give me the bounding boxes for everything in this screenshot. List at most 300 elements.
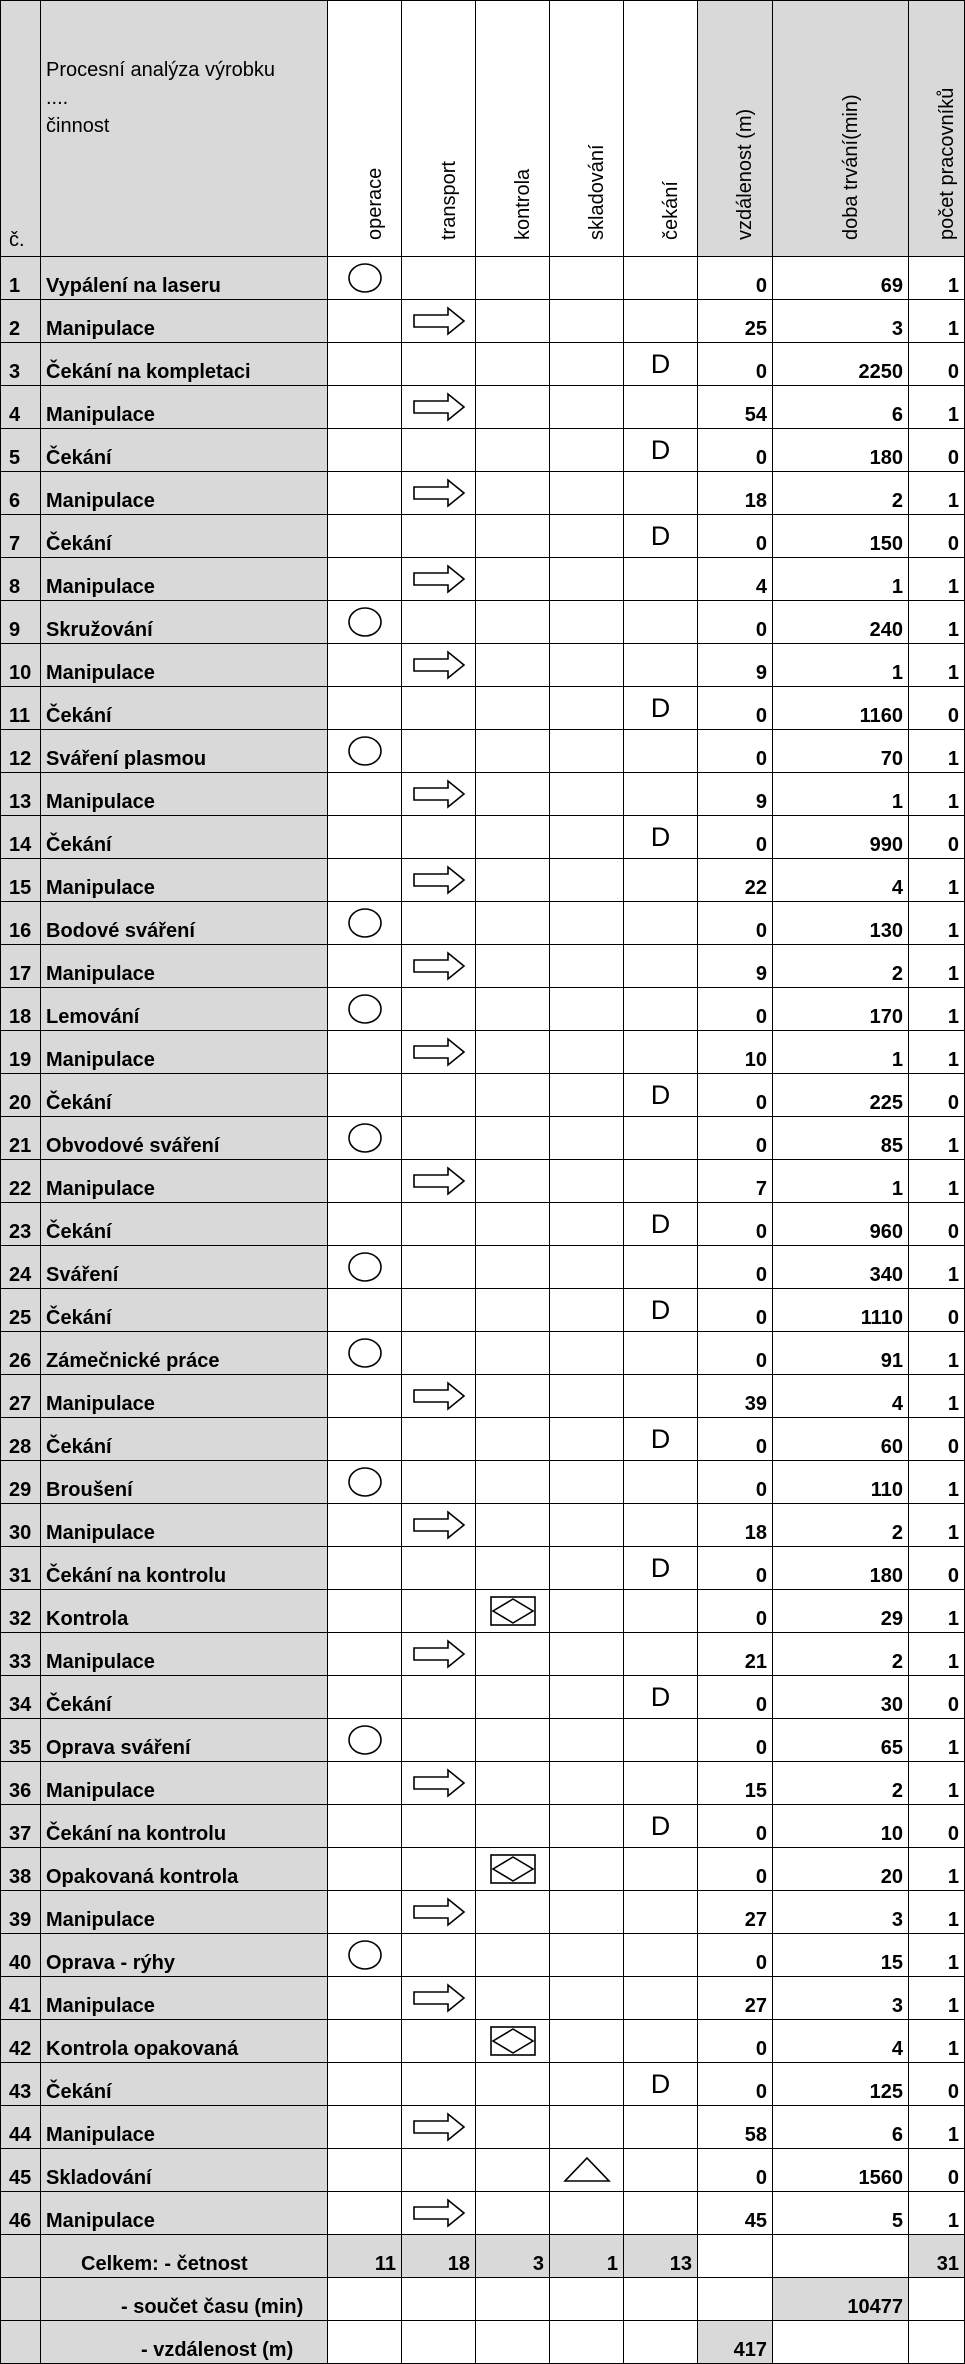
header-pocet-pracovniku: počet pracovníků: [909, 1, 965, 257]
row-distance: 18: [698, 1504, 773, 1547]
cell-skladovani: [550, 1848, 624, 1891]
row-duration: 170: [773, 988, 909, 1031]
row-number: 35: [1, 1719, 41, 1762]
header-title: [41, 1, 328, 257]
cell-skladovani: [550, 2192, 624, 2235]
cell-kontrola: [476, 773, 550, 816]
circle-icon: [347, 907, 383, 939]
table-row: [1, 1590, 965, 1633]
cell-transport: [402, 2106, 476, 2149]
cell-skladovani: [550, 1934, 624, 1977]
row-activity: Vypálení na laseru: [41, 257, 328, 300]
header-number: č.: [1, 1, 41, 257]
cell-skladovani: [550, 1891, 624, 1934]
row-workers: 1: [909, 1117, 965, 1160]
arrow-right-icon: [412, 1897, 466, 1927]
row-workers: 1: [909, 1633, 965, 1676]
row-duration: 4: [773, 1375, 909, 1418]
cell-skladovani: [550, 902, 624, 945]
row-workers: 0: [909, 687, 965, 730]
row-distance: 0: [698, 2063, 773, 2106]
cell-cekani: [624, 1934, 698, 1977]
row-duration: 150: [773, 515, 909, 558]
row-activity: Manipulace: [41, 1031, 328, 1074]
cell-skladovani: [550, 1504, 624, 1547]
cell-cekani: [624, 902, 698, 945]
row-workers: 0: [909, 1676, 965, 1719]
row-number: 37: [1, 1805, 41, 1848]
row-workers: 1: [909, 1762, 965, 1805]
arrow-right-icon: [412, 2198, 466, 2228]
cell-cekani: [624, 1891, 698, 1934]
row-workers: 1: [909, 1160, 965, 1203]
cell-transport: [402, 1633, 476, 1676]
row-activity: Čekání: [41, 1289, 328, 1332]
cell-kontrola: [476, 1676, 550, 1719]
row-duration: 70: [773, 730, 909, 773]
cell-operace: [328, 300, 402, 343]
table-row: [1, 773, 965, 816]
circle-icon: [347, 735, 383, 767]
row-activity: Opakovaná kontrola: [41, 1848, 328, 1891]
row-number: 8: [1, 558, 41, 601]
cell-operace: [328, 1074, 402, 1117]
cell-kontrola: [476, 988, 550, 1031]
table-row: [1, 988, 965, 1031]
cell-skladovani: [550, 601, 624, 644]
row-activity: Manipulace: [41, 1891, 328, 1934]
cell-skladovani: [550, 1160, 624, 1203]
table-row: [1, 1246, 965, 1289]
totals-frequency-label: Celkem: - četnost: [41, 2235, 328, 2278]
arrow-right-icon: [412, 650, 466, 680]
row-number: 32: [1, 1590, 41, 1633]
row-duration: 6: [773, 386, 909, 429]
row-workers: 1: [909, 644, 965, 687]
header-title-line-1: Procesní analýza výrobku: [46, 59, 276, 81]
cell-operace: [328, 1418, 402, 1461]
cell-kontrola: [476, 1461, 550, 1504]
row-distance: 15: [698, 1762, 773, 1805]
cell-operace: [328, 945, 402, 988]
table-row: [1, 1461, 965, 1504]
row-number: 16: [1, 902, 41, 945]
row-workers: 1: [909, 773, 965, 816]
row-activity: Čekání na kontrolu: [41, 1547, 328, 1590]
cell-transport: [402, 687, 476, 730]
circle-icon: [347, 1466, 383, 1498]
cell-transport: [402, 1203, 476, 1246]
row-distance: 9: [698, 945, 773, 988]
total-operace: 11: [328, 2235, 402, 2278]
cell-kontrola: [476, 902, 550, 945]
cell-cekani: [624, 386, 698, 429]
circle-icon: [347, 262, 383, 294]
cell-kontrola: [476, 1074, 550, 1117]
cell-cekani: [624, 1461, 698, 1504]
cell-kontrola: [476, 1719, 550, 1762]
cell-transport: [402, 1461, 476, 1504]
row-workers: 0: [909, 1074, 965, 1117]
diamond-in-square-icon: [489, 2025, 537, 2057]
row-duration: 2: [773, 472, 909, 515]
row-duration: 340: [773, 1246, 909, 1289]
row-number: 41: [1, 1977, 41, 2020]
cell-skladovani: [550, 816, 624, 859]
table-row: [1, 902, 965, 945]
row-duration: 2: [773, 1504, 909, 1547]
cell-skladovani: [550, 1719, 624, 1762]
cell-cekani: [624, 472, 698, 515]
row-workers: 1: [909, 902, 965, 945]
cell-transport: [402, 1719, 476, 1762]
cell-kontrola: [476, 1805, 550, 1848]
row-duration: 225: [773, 1074, 909, 1117]
header-title-line-2: ....: [46, 87, 69, 109]
row-activity: Broušení: [41, 1461, 328, 1504]
row-distance: 0: [698, 1461, 773, 1504]
row-activity: Manipulace: [41, 1504, 328, 1547]
row-duration: 69: [773, 257, 909, 300]
arrow-right-icon: [412, 865, 466, 895]
row-workers: 0: [909, 2149, 965, 2192]
row-activity: Čekání: [41, 1074, 328, 1117]
row-workers: 1: [909, 1246, 965, 1289]
table-row: [1, 1848, 965, 1891]
cell-cekani: [624, 429, 698, 472]
cell-cekani: [624, 1074, 698, 1117]
row-workers: 0: [909, 1289, 965, 1332]
row-number: 4: [1, 386, 41, 429]
cell-operace: [328, 1246, 402, 1289]
arrow-right-icon: [412, 1166, 466, 1196]
cell-kontrola: [476, 1762, 550, 1805]
row-workers: 1: [909, 1461, 965, 1504]
row-duration: 1: [773, 1160, 909, 1203]
row-distance: 4: [698, 558, 773, 601]
table-row: [1, 1375, 965, 1418]
row-number: 45: [1, 2149, 41, 2192]
row-duration: 1160: [773, 687, 909, 730]
row-number: 9: [1, 601, 41, 644]
cell-cekani: [624, 1418, 698, 1461]
total-distance-sum: 417: [698, 2321, 773, 2364]
cell-operace: [328, 257, 402, 300]
row-duration: 4: [773, 2020, 909, 2063]
row-number: 22: [1, 1160, 41, 1203]
row-distance: 0: [698, 1418, 773, 1461]
cell-kontrola: [476, 1160, 550, 1203]
row-duration: 3: [773, 1891, 909, 1934]
row-number: 26: [1, 1332, 41, 1375]
row-distance: 58: [698, 2106, 773, 2149]
row-workers: 1: [909, 2106, 965, 2149]
row-activity: Manipulace: [41, 945, 328, 988]
letter-d-icon: D: [650, 1681, 671, 1712]
row-number: 1: [1, 257, 41, 300]
row-duration: 1560: [773, 2149, 909, 2192]
diamond-in-square-icon: [489, 1853, 537, 1885]
cell-skladovani: [550, 300, 624, 343]
totals-frequency-row: [1, 2235, 965, 2278]
letter-d-icon: D: [650, 1079, 671, 1110]
cell-operace: [328, 644, 402, 687]
cell-transport: [402, 1676, 476, 1719]
table-row: [1, 1031, 965, 1074]
row-distance: 25: [698, 300, 773, 343]
cell-kontrola: [476, 386, 550, 429]
table-row: [1, 2106, 965, 2149]
table-row: [1, 1547, 965, 1590]
cell-transport: [402, 2020, 476, 2063]
cell-cekani: [624, 1676, 698, 1719]
cell-cekani: [624, 1547, 698, 1590]
row-activity: Zámečnické práce: [41, 1332, 328, 1375]
row-number: 20: [1, 1074, 41, 1117]
row-number: 36: [1, 1762, 41, 1805]
cell-cekani: [624, 515, 698, 558]
row-number: 7: [1, 515, 41, 558]
cell-cekani: [624, 1375, 698, 1418]
cell-transport: [402, 1934, 476, 1977]
cell-skladovani: [550, 2149, 624, 2192]
cell-kontrola: [476, 343, 550, 386]
row-distance: 0: [698, 1676, 773, 1719]
header-vzdalenost: vzdálenost (m): [698, 1, 773, 257]
cell-kontrola: [476, 945, 550, 988]
row-number: 11: [1, 687, 41, 730]
cell-transport: [402, 1289, 476, 1332]
table-row: [1, 472, 965, 515]
row-activity: Skladování: [41, 2149, 328, 2192]
row-activity: Manipulace: [41, 472, 328, 515]
cell-skladovani: [550, 1676, 624, 1719]
cell-skladovani: [550, 644, 624, 687]
cell-operace: [328, 1117, 402, 1160]
row-duration: 3: [773, 1977, 909, 2020]
letter-d-icon: D: [650, 1208, 671, 1239]
row-workers: 1: [909, 1977, 965, 2020]
cell-skladovani: [550, 1246, 624, 1289]
cell-kontrola: [476, 601, 550, 644]
row-distance: 0: [698, 1246, 773, 1289]
row-duration: 30: [773, 1676, 909, 1719]
row-workers: 1: [909, 601, 965, 644]
cell-operace: [328, 1891, 402, 1934]
table-row: [1, 816, 965, 859]
table-row: [1, 601, 965, 644]
header-operace: operace: [328, 1, 402, 257]
cell-skladovani: [550, 1375, 624, 1418]
table-row: [1, 859, 965, 902]
circle-icon: [347, 1337, 383, 1369]
cell-operace: [328, 773, 402, 816]
cell-operace: [328, 1547, 402, 1590]
row-number: 24: [1, 1246, 41, 1289]
cell-cekani: [624, 343, 698, 386]
row-duration: 180: [773, 1547, 909, 1590]
row-workers: 0: [909, 816, 965, 859]
cell-skladovani: [550, 945, 624, 988]
arrow-right-icon: [412, 951, 466, 981]
row-number: 34: [1, 1676, 41, 1719]
row-workers: 0: [909, 515, 965, 558]
row-number: 17: [1, 945, 41, 988]
table-row: [1, 2192, 965, 2235]
arrow-right-icon: [412, 1037, 466, 1067]
cell-skladovani: [550, 472, 624, 515]
cell-skladovani: [550, 1633, 624, 1676]
cell-operace: [328, 2020, 402, 2063]
table-row: [1, 1633, 965, 1676]
cell-transport: [402, 773, 476, 816]
cell-operace: [328, 1848, 402, 1891]
cell-transport: [402, 1074, 476, 1117]
row-duration: 5: [773, 2192, 909, 2235]
row-distance: 0: [698, 1805, 773, 1848]
row-duration: 4: [773, 859, 909, 902]
cell-kontrola: [476, 859, 550, 902]
cell-skladovani: [550, 1418, 624, 1461]
letter-d-icon: D: [650, 1294, 671, 1325]
cell-cekani: [624, 1848, 698, 1891]
circle-icon: [347, 1251, 383, 1283]
arrow-right-icon: [412, 1381, 466, 1411]
row-activity: Manipulace: [41, 558, 328, 601]
table-row: [1, 558, 965, 601]
cell-operace: [328, 816, 402, 859]
cell-kontrola: [476, 515, 550, 558]
totals-time-label: - součet času (min): [41, 2278, 328, 2321]
cell-kontrola: [476, 1246, 550, 1289]
cell-transport: [402, 730, 476, 773]
row-distance: 21: [698, 1633, 773, 1676]
header-skladovani: skladování: [550, 1, 624, 257]
cell-operace: [328, 1031, 402, 1074]
row-activity: Čekání: [41, 429, 328, 472]
cell-skladovani: [550, 1805, 624, 1848]
table-body: [1, 257, 965, 2235]
row-number: 33: [1, 1633, 41, 1676]
row-distance: 22: [698, 859, 773, 902]
cell-skladovani: [550, 1762, 624, 1805]
row-number: 42: [1, 2020, 41, 2063]
row-distance: 9: [698, 644, 773, 687]
circle-icon: [347, 1939, 383, 1971]
row-distance: 0: [698, 601, 773, 644]
row-distance: 27: [698, 1977, 773, 2020]
row-number: 23: [1, 1203, 41, 1246]
row-distance: 0: [698, 1074, 773, 1117]
row-workers: 1: [909, 988, 965, 1031]
cell-skladovani: [550, 1332, 624, 1375]
row-duration: 2250: [773, 343, 909, 386]
cell-skladovani: [550, 773, 624, 816]
row-distance: 18: [698, 472, 773, 515]
diamond-in-square-icon: [489, 1595, 537, 1627]
cell-kontrola: [476, 429, 550, 472]
row-duration: 2: [773, 1762, 909, 1805]
row-distance: 0: [698, 902, 773, 945]
cell-transport: [402, 1590, 476, 1633]
cell-transport: [402, 601, 476, 644]
letter-d-icon: D: [650, 1810, 671, 1841]
row-workers: 1: [909, 945, 965, 988]
row-activity: Manipulace: [41, 386, 328, 429]
row-activity: Manipulace: [41, 644, 328, 687]
arrow-right-icon: [412, 779, 466, 809]
arrow-right-icon: [412, 1639, 466, 1669]
table-row: [1, 945, 965, 988]
row-duration: 1: [773, 773, 909, 816]
cell-operace: [328, 601, 402, 644]
cell-cekani: [624, 1203, 698, 1246]
cell-transport: [402, 1805, 476, 1848]
header-cekani: čekání: [624, 1, 698, 257]
cell-cekani: [624, 1805, 698, 1848]
cell-transport: [402, 1246, 476, 1289]
row-duration: 110: [773, 1461, 909, 1504]
cell-transport: [402, 1160, 476, 1203]
row-distance: 10: [698, 1031, 773, 1074]
letter-d-icon: D: [650, 348, 671, 379]
arrow-right-icon: [412, 392, 466, 422]
cell-cekani: [624, 2149, 698, 2192]
row-activity: Manipulace: [41, 2192, 328, 2235]
row-workers: 1: [909, 1375, 965, 1418]
table-row: [1, 1891, 965, 1934]
row-number: 12: [1, 730, 41, 773]
cell-kontrola: [476, 257, 550, 300]
row-workers: 1: [909, 859, 965, 902]
row-distance: 0: [698, 816, 773, 859]
row-distance: 7: [698, 1160, 773, 1203]
cell-transport: [402, 2192, 476, 2235]
row-number: 40: [1, 1934, 41, 1977]
cell-skladovani: [550, 386, 624, 429]
row-activity: Čekání: [41, 1418, 328, 1461]
cell-operace: [328, 1805, 402, 1848]
cell-transport: [402, 1848, 476, 1891]
cell-kontrola: [476, 1203, 550, 1246]
total-time-sum: 10477: [773, 2278, 909, 2321]
cell-transport: [402, 859, 476, 902]
cell-transport: [402, 1891, 476, 1934]
cell-operace: [328, 558, 402, 601]
cell-cekani: [624, 1332, 698, 1375]
cell-kontrola: [476, 1031, 550, 1074]
row-distance: 45: [698, 2192, 773, 2235]
cell-transport: [402, 386, 476, 429]
circle-icon: [347, 1724, 383, 1756]
cell-cekani: [624, 2106, 698, 2149]
row-activity: Manipulace: [41, 2106, 328, 2149]
cell-cekani: [624, 773, 698, 816]
row-distance: 0: [698, 1719, 773, 1762]
cell-kontrola: [476, 558, 550, 601]
row-activity: Manipulace: [41, 1633, 328, 1676]
cell-kontrola: [476, 1633, 550, 1676]
cell-kontrola: [476, 2149, 550, 2192]
table-row: [1, 429, 965, 472]
cell-operace: [328, 1590, 402, 1633]
cell-skladovani: [550, 257, 624, 300]
row-distance: 0: [698, 687, 773, 730]
row-activity: Čekání: [41, 2063, 328, 2106]
cell-operace: [328, 859, 402, 902]
row-number: 5: [1, 429, 41, 472]
cell-transport: [402, 988, 476, 1031]
